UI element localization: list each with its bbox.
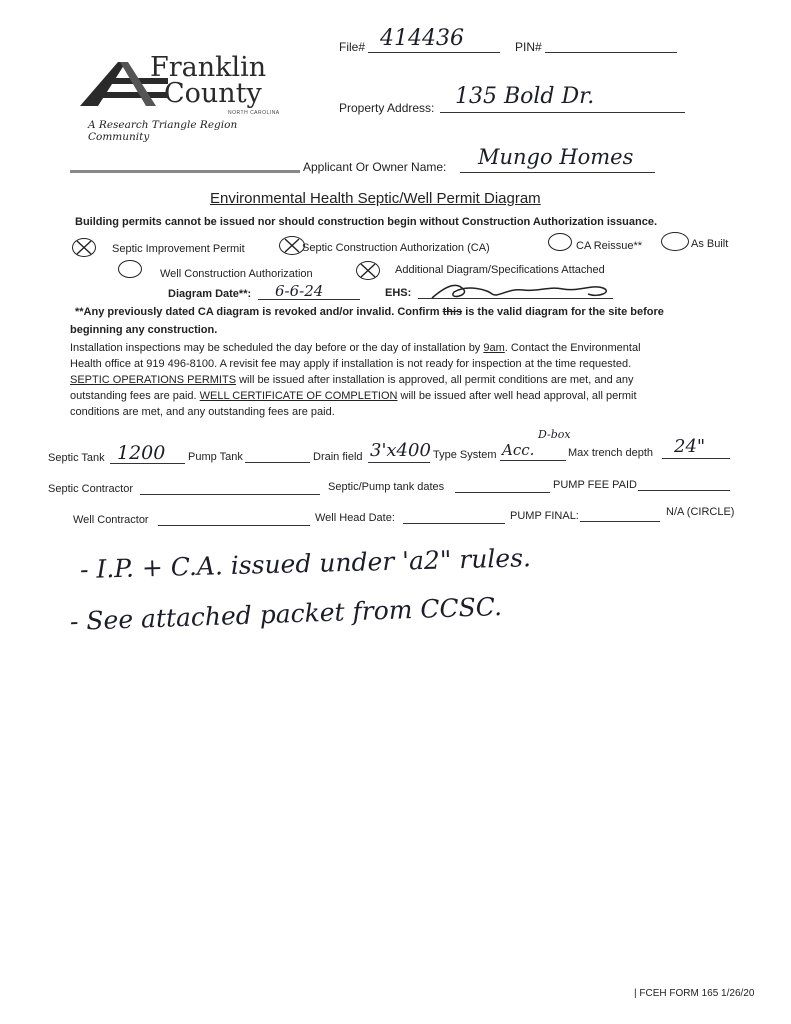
logo-name-line1: Franklin [150,52,267,83]
pump-tank-line [245,462,310,463]
type-system-line [500,460,566,461]
revoked-notice-line2: beginning any construction. [70,324,218,336]
max-trench-line [662,458,730,459]
tank-dates-label: Septic/Pump tank dates [328,481,445,493]
pump-tank-label: Pump Tank [188,451,243,463]
septic-tank-label: Septic Tank [48,452,105,464]
warning-text: Building permits cannot be issued nor should construction begin without Construction Authorization issuance. [75,216,657,228]
revoked-strike: this [442,306,463,318]
na-label: N/A (CIRCLE) [666,506,735,518]
pin-label: PIN# [515,40,542,54]
type-system-note: D-box [538,428,571,441]
type-system-value: Acc. [502,441,535,459]
insp-9am: 9am [483,342,505,354]
well-contractor-line[interactable] [158,525,310,526]
form-title: Environmental Health Septic/Well Permit Diagram [210,190,541,207]
septic-improvement-checkbox[interactable] [72,238,96,257]
insp-text-a: Installation inspections may be scheduled the day before or the day of installation by [70,342,481,354]
as-built-checkbox[interactable] [661,232,689,251]
applicant-label: Applicant Or Owner Name: [303,160,447,174]
logo-tagline: A Research Triangle Region Community [88,119,238,143]
file-value: 414436 [380,26,464,51]
pump-fee-line[interactable] [638,490,730,491]
file-label: File# [339,40,366,54]
pump-final-line[interactable] [580,521,660,522]
pump-fee-label: PUMP FEE PAID [553,479,637,491]
tank-dates-line[interactable] [455,492,550,493]
max-trench-label: Max trench depth [568,447,653,459]
well-head-line[interactable] [403,523,505,524]
address-label: Property Address: [339,101,435,115]
insp-line4b: will be issued after well head approval, all permit [400,390,637,402]
as-built-label: As Built [691,238,729,250]
drain-field-value: 3'x400 [370,440,431,461]
logo-state: NORTH CAROLINA [228,110,280,116]
header-rule [70,170,300,173]
insp-line5: conditions are met, and any outstanding fees are paid. [70,406,335,418]
applicant-line [460,172,655,173]
revoked-text-a: **Any previously dated CA diagram is revoked and/or invalid. Confirm [75,306,440,318]
well-construction-label: Well Construction Authorization [160,268,313,280]
well-cert-link: WELL CERTIFICATE OF COMPLETION [199,390,398,402]
form-footer: | FCEH FORM 165 1/26/20 [634,988,755,999]
insp-line3: will be issued after installation is approved, all permit conditions are met, and any [239,374,634,386]
well-construction-checkbox[interactable] [118,260,142,278]
insp-text-b: . Contact the Environmental [504,342,641,354]
note-2: - See attached packet from CCSC. [69,591,503,636]
revoked-text-b: is the valid diagram for the site before [465,306,664,318]
file-line [368,52,500,53]
insp-line4a: outstanding fees are paid. [70,390,197,402]
applicant-value: Mungo Homes [478,145,634,169]
ca-reissue-checkbox[interactable] [548,233,572,251]
revoked-notice-line1 [75,304,664,320]
note-1: - I.P. + C.A. issued under 'a2" rules. [79,543,532,584]
drain-field-line [368,462,430,463]
ca-reissue-label: CA Reissue** [576,240,643,252]
well-contractor-label: Well Contractor [73,514,149,526]
insp-line2: Health office at 919 496-8100. A revisit fee may apply if installation is not ready for inspection at the time requested. [70,358,632,370]
well-head-label: Well Head Date: [315,512,395,524]
additional-diagram-label: Additional Diagram/Specifications Attached [395,264,605,276]
inspection-notice [70,340,770,420]
drain-field-label: Drain field [313,451,363,463]
county-logo [78,52,298,142]
ehs-label: EHS: [385,287,412,299]
max-trench-value: 24" [674,436,706,457]
septic-ops-link: SEPTIC OPERATIONS PERMITS [70,374,237,386]
septic-tank-value: 1200 [117,442,166,464]
additional-diagram-checkbox[interactable] [356,261,380,280]
pin-line [545,52,677,53]
septic-contractor-line[interactable] [140,494,320,495]
septic-contractor-label: Septic Contractor [48,483,133,495]
pump-final-label: PUMP FINAL: [510,510,579,522]
septic-construction-label: Septic Construction Authorization (CA) [302,242,490,254]
type-system-label: Type System [433,449,497,461]
logo-name-line2: County [164,78,262,109]
diagram-date-label: Diagram Date**: [168,288,252,300]
diagram-date-value: 6-6-24 [275,282,324,300]
address-line [440,112,685,113]
septic-improvement-label: Septic Improvement Permit [112,243,245,255]
ehs-signature [428,280,628,304]
address-value: 135 Bold Dr. [455,84,595,109]
